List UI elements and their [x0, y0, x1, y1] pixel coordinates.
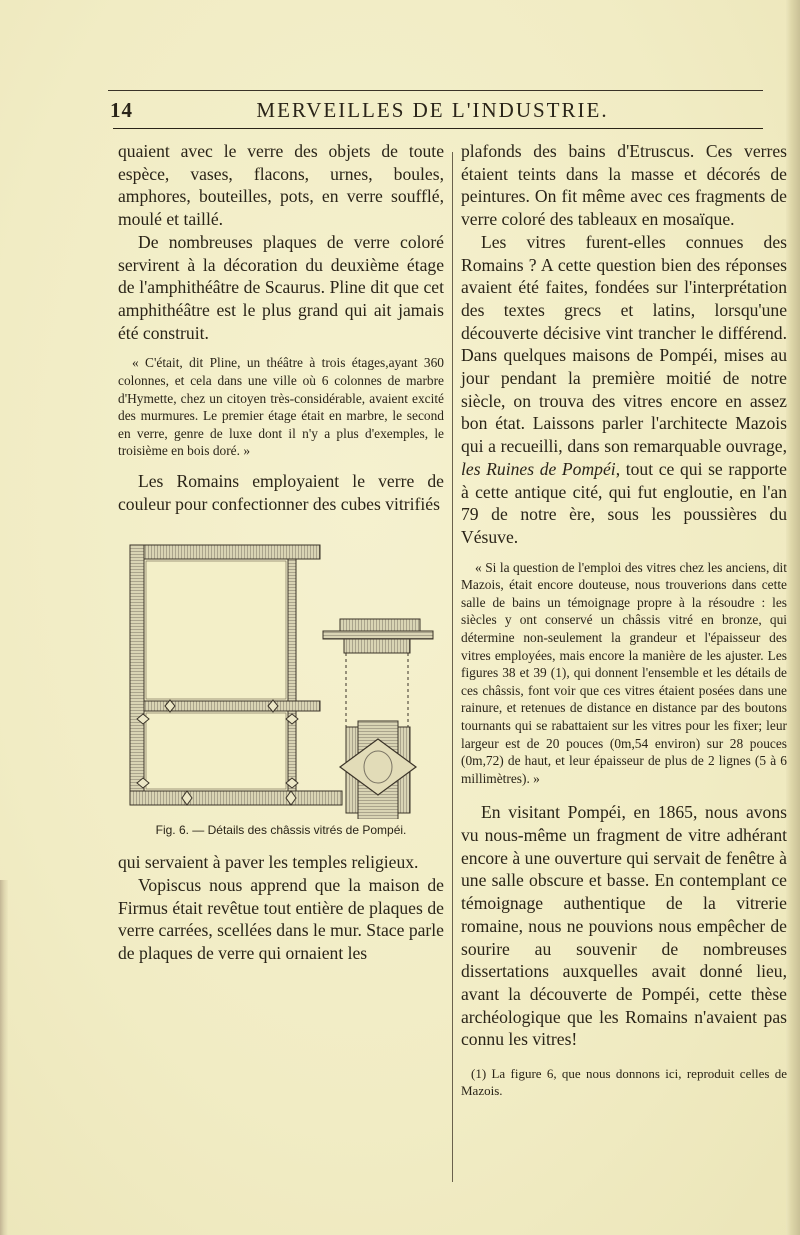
header-rule	[113, 128, 763, 129]
book-title: les Ruines de Pompéi	[461, 458, 616, 479]
paragraph: plafonds des bains d'Etruscus. Ces verres étaient teints dans la masse et décorés de peintures. On fit même avec ces fragments de verre coloré des tableaux en mosaïque.	[461, 141, 787, 230]
paragraph: qui servaient à paver les temples religieux.	[118, 852, 419, 873]
right-column	[461, 140, 787, 1099]
paragraph	[461, 231, 787, 549]
binding-edge	[0, 880, 8, 1235]
footnote: (1) La figure 6, que nous donnons ici, reproduit celles de Mazois.	[461, 1066, 787, 1099]
page-number: 14	[110, 98, 133, 122]
paragraph: Vopiscus nous apprend que la maison de Firmus était revêtue tout entière de plaques de verre carrées, scellées dans le mur. Stace parle de plaques de verre qui ornaient les	[118, 875, 444, 964]
page-header	[110, 98, 765, 124]
paragraph: De nombreuses plaques de verre coloré servirent à la décoration du deuxième étage de l'amphithéâtre de Scaurus. Pline dit que cet amphithéâtre est le plus grand qui ait jamais été construit.	[118, 231, 444, 343]
paragraph: quaient avec le verre des objets de toute espèce, vases, flacons, urnes, boules, amphores, bouteilles, pots, en verre soufflé, moulé et taillé.	[118, 141, 444, 230]
left-column	[118, 140, 444, 965]
paragraph: En visitant Pompéi, en 1865, nous avons vu nous-même un fragment de vitre adhérant encore à une ouverture qui servait de fenêtre à une salle obscure et basse. En contemplant ce témoignage authentique de la vitrerie romaine, nous ne pouvions nous empêcher de sourire au souvenir de nombreuses dissertations auxquelles avait donné lieu, avant la découverte de Pompéi, cette thèse archéologique que les Romains n'avaient pas connu les vitres!	[461, 802, 787, 1050]
column-divider	[452, 152, 453, 1182]
figure-window-frame	[118, 527, 444, 819]
top-rule	[108, 90, 763, 91]
block-quote: « Si la question de l'emploi des vitres chez les anciens, dit Mazois, était encore douteuse, nous trouverions dans cette salle de bains un témoignage propre à la résoudre : les siècles y ont conservé un châssis vitré en bronze, qui détermine non-seulement la grandeur et l'épaisseur des vitres employées, mais encore la manière de les ajuster. Les figures 38 et 39 (1), qui donnent l'ensemble et les détails de ces châssis, font voir que ces vitres étaient posées dans une rainure, et retenues de distance en distance par des boutons tournants qui se rabattaient sur les vitres pour les fixer; leur largeur est de 20 pouces (0m,54 environ) sur 28 pouces (0m,72) de haut, et leur épaisseur de plus de 2 lignes (5 à 6 millimètres). »	[461, 559, 787, 786]
running-title: MERVEILLES DE L'INDUSTRIE.	[256, 98, 609, 122]
window-frame-engraving	[118, 527, 444, 819]
paragraph: Les Romains employaient le verre de couleur pour confectionner des cubes vitrifiés	[118, 470, 444, 514]
paragraph-text: Les vitres furent-elles connues des Romains ? A cette question bien des réponses avaient été faites, fondées sur l'interprétation des textes grecs et latins, lorsqu'une découverte décisive vint trancher le différend. Dans quelques maisons de Pompéi, mises au jour pendant la première moitié de notre siècle, on trouva des vitres encore en assez bon état. Laissons parler l'architecte Mazois qui a recueilli, dans son remarquable ouvrage,	[461, 231, 787, 457]
page-edge	[786, 0, 800, 1235]
figure-caption: Fig. 6. — Détails des châssis vitrés de Pompéi.	[155, 823, 407, 838]
paragraph-text: , tout ce qui se rapporte à cette antique cité, qui fut engloutie, en l'an 79 de notre ère, sous les poussières du Vésuve.	[461, 458, 787, 547]
block-quote: « C'était, dit Pline, un théâtre à trois étages,ayant 360 colonnes, et cela dans une ville où 6 colonnes de marbre d'Hymette, chez un citoyen très-considérable, avaient excité des murmures. Le premier étage était en marbre, le second en verre, genre de luxe dont il n'y a plus d'exemples, le troisième en bois doré. »	[118, 355, 444, 459]
